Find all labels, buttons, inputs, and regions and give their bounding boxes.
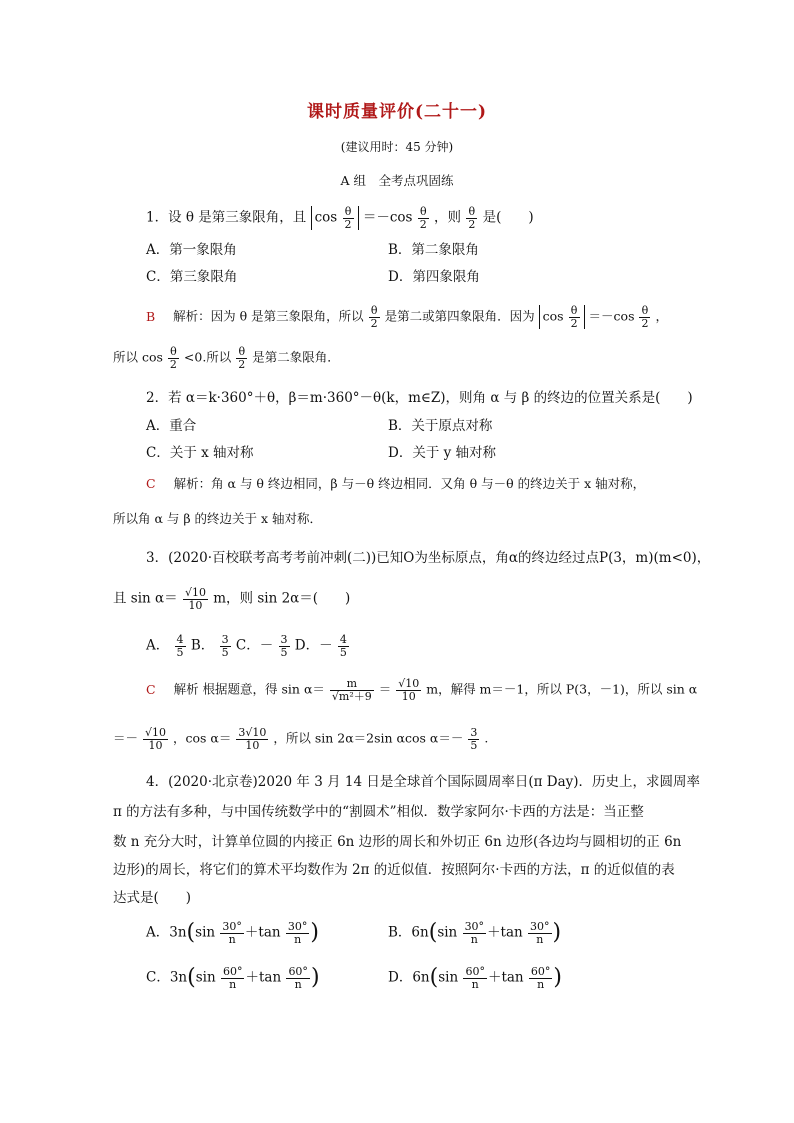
q4-opt-c-rparen: ) bbox=[310, 965, 320, 991]
q4-opt-b-rparen: ) bbox=[552, 920, 562, 946]
q3-sol2-num2: 3√10 bbox=[238, 726, 267, 739]
q2-solution-line1 bbox=[146, 478, 645, 491]
q3-option-c: C．－ bbox=[235, 637, 274, 654]
q4-opt-a-sin: sin bbox=[195, 924, 216, 941]
q4-opt-d-rparen: ) bbox=[553, 965, 563, 991]
q3-option-a: A． bbox=[146, 637, 170, 654]
q4-opt-b-den2: n bbox=[536, 932, 544, 946]
q1-stem-text-c: ，则 bbox=[434, 209, 462, 226]
q3-sol2-frac1 bbox=[143, 727, 168, 751]
q4-opt-c-lparen: ( bbox=[187, 965, 196, 991]
q3-solution-line1 bbox=[146, 678, 697, 702]
q3-stem-line1: 3．(2020·百校联考高考考前冲刺(二))已知O为坐标原点，角α的终边经过点P(3，m)(m<0)， bbox=[146, 550, 711, 566]
q4-opt-c-num1: 60° bbox=[222, 965, 243, 978]
q1-frac3-num: θ bbox=[466, 206, 477, 219]
q3-opt-c-frac bbox=[279, 634, 290, 658]
q3-opt-c-den: 5 bbox=[280, 645, 288, 659]
q3-sol2-frac3 bbox=[468, 727, 479, 751]
q1-sol-frac3-den: 2 bbox=[641, 316, 649, 330]
q3-stem-line2 bbox=[113, 587, 350, 611]
q3-sol2-den2: 10 bbox=[245, 738, 260, 752]
q4-option-d bbox=[388, 966, 562, 990]
q4-opt-d-num2: 60° bbox=[530, 965, 551, 978]
q1-sol2-frac2-den: 2 bbox=[238, 357, 246, 371]
q3-opt-b-frac bbox=[220, 634, 231, 658]
q3-sol1-frac1 bbox=[330, 678, 374, 702]
q4-opt-c-den1: n bbox=[229, 977, 237, 991]
q2-answer: C bbox=[146, 476, 156, 491]
q1-stem-text-d: 是( ) bbox=[482, 209, 534, 226]
page-title: 课时质量评价(二十一) bbox=[306, 102, 488, 122]
q3-sol2-den1: 10 bbox=[148, 738, 163, 752]
q1-stem-text: 1．设 θ 是第三象限角，且 bbox=[146, 209, 307, 226]
q1-stem bbox=[146, 206, 534, 230]
q1-option-d: D．第四象限角 bbox=[388, 269, 480, 285]
q1-frac bbox=[343, 206, 354, 230]
q3-opt-a-den: 5 bbox=[176, 645, 184, 659]
q1-sol2-b: <0.所以 bbox=[183, 349, 232, 365]
q4-opt-a-num2: 30° bbox=[287, 920, 308, 933]
q1-sol-frac1-num: θ bbox=[369, 305, 380, 318]
q1-sol-frac2 bbox=[569, 305, 580, 329]
q3-sol2-d: . bbox=[484, 730, 489, 746]
q3-stem2-b: m，则 sin 2α＝( ) bbox=[213, 590, 351, 607]
q3-sol1-b: m，解得 m＝－1，所以 P(3，－1)，所以 sin α bbox=[426, 681, 698, 697]
q4-opt-d-den2: n bbox=[537, 977, 545, 991]
q4-opt-c-tan: ＋tan bbox=[245, 969, 282, 986]
q3-stem-frac bbox=[183, 587, 208, 611]
q3-opt-a-num: 4 bbox=[176, 633, 184, 646]
q4-opt-b-prefix: B．6n bbox=[388, 924, 429, 941]
q3-stem2-a: 且 sin α＝ bbox=[113, 590, 178, 607]
q4-opt-a-den2: n bbox=[294, 932, 302, 946]
q4-stem-line4: 边形)的周长，将它们的算术平均数作为 2π 的近似值．按照阿尔·卡西的方法，π 的近似值的表 bbox=[113, 862, 675, 878]
q4-opt-a-rparen: ) bbox=[310, 920, 319, 946]
q2-option-c: C．关于 x 轴对称 bbox=[146, 445, 254, 461]
q4-opt-a-frac2 bbox=[286, 921, 310, 945]
q3-option-b: B． bbox=[190, 637, 215, 654]
q4-opt-b-frac1 bbox=[463, 921, 487, 945]
q1-sol-frac1-den: 2 bbox=[370, 316, 378, 330]
q1-sol-frac3 bbox=[639, 305, 650, 329]
q1-option-a: A．第一象限角 bbox=[146, 242, 237, 258]
q1-option-b: B．第二象限角 bbox=[388, 242, 479, 258]
q4-opt-a-den1: n bbox=[228, 932, 236, 946]
q1-sol2-frac1-num: θ bbox=[168, 346, 179, 359]
q4-opt-d-tan: ＋tan bbox=[487, 969, 524, 986]
q2-option-b: B．关于原点对称 bbox=[388, 418, 493, 434]
q1-sol2-frac2-num: θ bbox=[236, 346, 247, 359]
q3-sol1-a: 解析 根据题意，得 sin α＝ bbox=[173, 681, 325, 697]
q4-opt-b-frac2 bbox=[528, 921, 552, 945]
q4-opt-b-tan: ＋tan bbox=[487, 924, 523, 941]
q1-sol-c: ＝－cos bbox=[588, 308, 635, 324]
q4-opt-c-frac2 bbox=[286, 966, 310, 990]
q4-opt-d-prefix: D．6n bbox=[388, 969, 430, 986]
section-heading: A 组 全考点巩固练 bbox=[340, 173, 454, 188]
q4-opt-c-num2: 60° bbox=[288, 965, 308, 978]
q4-opt-a-prefix: A．3n bbox=[146, 924, 187, 941]
q1-frac-den: 2 bbox=[344, 217, 352, 231]
q3-opt-d-frac bbox=[338, 634, 349, 658]
q1-option-c: C．第三象限角 bbox=[146, 269, 238, 285]
q4-option-b bbox=[388, 921, 561, 945]
q1-frac2-den: 2 bbox=[419, 217, 427, 231]
q4-opt-a-lparen: ( bbox=[186, 920, 196, 946]
q3-answer: C bbox=[146, 681, 156, 697]
q1-sol-frac1 bbox=[369, 305, 380, 329]
q3-sol1-num2: √10 bbox=[398, 677, 420, 690]
q3-stem-frac-den: 10 bbox=[188, 598, 203, 612]
q3-opt-c-num: 3 bbox=[280, 633, 288, 646]
q1-frac2-num: θ bbox=[418, 206, 429, 219]
q4-opt-a-frac1 bbox=[220, 921, 244, 945]
time-suggestion: (建议用时：45 分钟) bbox=[340, 140, 454, 154]
q3-sol1-den2: 10 bbox=[401, 689, 416, 703]
q4-opt-d-num1: 60° bbox=[465, 965, 485, 978]
q3-sol1-den1: √m²＋9 bbox=[331, 689, 372, 703]
q3-stem-frac-num: √10 bbox=[184, 586, 206, 599]
q1-frac3-den: 2 bbox=[468, 217, 476, 231]
q4-opt-b-sin: sin bbox=[437, 924, 458, 941]
q4-opt-b-lparen: ( bbox=[428, 920, 438, 946]
q4-opt-b-den1: n bbox=[470, 932, 478, 946]
q3-sol2-c: ，所以 sin 2α＝2sin αcos α＝－ bbox=[273, 730, 464, 746]
q4-opt-a-num1: 30° bbox=[222, 920, 242, 933]
q2-option-a: A．重合 bbox=[146, 418, 197, 434]
q1-abs-cos bbox=[311, 206, 359, 230]
q3-solution-line2 bbox=[113, 727, 488, 751]
q4-opt-d-lparen: ( bbox=[429, 965, 439, 991]
q4-opt-d-frac1 bbox=[463, 966, 487, 990]
q3-sol2-den3: 5 bbox=[470, 738, 478, 752]
q4-option-a bbox=[146, 921, 319, 945]
q4-opt-d-den1: n bbox=[471, 977, 479, 991]
q1-sol-frac2-num: θ bbox=[569, 305, 580, 318]
q1-sol2-c: 是第二象限角． bbox=[252, 349, 340, 365]
q4-opt-c-prefix: C．3n bbox=[146, 969, 188, 986]
q4-opt-c-sin: sin bbox=[195, 969, 216, 986]
q3-opt-d-den: 5 bbox=[339, 645, 347, 659]
q1-frac-3 bbox=[466, 206, 477, 230]
q3-option-d: D．－ bbox=[294, 637, 333, 654]
q4-stem-line1: 4．(2020·北京卷)2020 年 3 月 14 日是全球首个国际圆周率日(π Day)．历史上，求圆周率 bbox=[146, 774, 701, 790]
q1-solution-line1 bbox=[146, 305, 668, 329]
q4-stem-line3: 数 n 充分大时，计算单位圆的内接正 6n 边形的周长和外切正 6n 边形(各边均与圆相切的正 6n bbox=[113, 834, 682, 850]
q4-opt-d-frac2 bbox=[529, 966, 553, 990]
q3-opt-b-den: 5 bbox=[221, 645, 229, 659]
q4-opt-a-tan: ＋tan bbox=[244, 924, 281, 941]
q2-sol1: 解析：角 α 与 θ 终边相同，β 与－θ 终边相同．又角 θ 与－θ 的终边关于 x 轴对称， bbox=[173, 476, 646, 491]
q1-solution-line2 bbox=[113, 346, 340, 370]
q4-opt-b-num2: 30° bbox=[530, 920, 550, 933]
q4-option-c bbox=[146, 966, 320, 990]
q3-sol1-frac2 bbox=[396, 678, 421, 702]
q1-sol-cos: cos bbox=[542, 308, 564, 324]
q1-frac-num: θ bbox=[343, 206, 354, 219]
q3-opt-b-num: 3 bbox=[221, 633, 229, 646]
q3-opt-d-num: 4 bbox=[339, 633, 347, 646]
q1-sol-frac2-den: 2 bbox=[570, 316, 578, 330]
q2-stem: 2．若 α＝k·360°＋θ，β＝m·360°－θ(k，m∈Z)，则角 α 与 β 的终边的位置关系是( ) bbox=[146, 390, 693, 406]
q1-sol2-frac1 bbox=[168, 346, 179, 370]
q1-sol-abs bbox=[539, 305, 585, 329]
q1-sol2-frac1-den: 2 bbox=[169, 357, 177, 371]
q3-sol1-eq: ＝ bbox=[378, 681, 392, 697]
q1-cos-label: cos bbox=[314, 209, 338, 226]
q3-sol2-num1: √10 bbox=[145, 726, 167, 739]
q1-sol2-frac2 bbox=[236, 346, 247, 370]
q3-options bbox=[146, 634, 350, 658]
q3-opt-a-frac bbox=[175, 634, 186, 658]
q4-stem-line2: π 的方法有多种，与中国传统数学中的“割圆术”相似．数学家阿尔·卡西的方法是：当正整 bbox=[113, 804, 644, 820]
q4-opt-b-num1: 30° bbox=[464, 920, 485, 933]
q1-stem-text-b: ＝－cos bbox=[362, 209, 413, 226]
q3-sol2-frac2 bbox=[236, 727, 268, 751]
q2-solution-line2: 所以角 α 与 β 的终边关于 x 轴对称． bbox=[113, 511, 323, 526]
q4-opt-d-sin: sin bbox=[438, 969, 459, 986]
q4-opt-c-frac1 bbox=[221, 966, 245, 990]
q3-sol2-b: ，cos α＝ bbox=[173, 730, 232, 746]
q2-option-d: D．关于 y 轴对称 bbox=[388, 445, 497, 461]
q1-sol-b: 是第二或第四象限角．因为 bbox=[384, 308, 535, 324]
q1-frac-2 bbox=[418, 206, 429, 230]
q3-sol2-num3: 3 bbox=[470, 726, 478, 739]
q1-sol-frac3-num: θ bbox=[639, 305, 650, 318]
q1-sol-a: 解析：因为 θ 是第三象限角，所以 bbox=[173, 308, 364, 324]
q1-sol-d: ， bbox=[655, 308, 668, 324]
q3-sol1-num1: m bbox=[330, 678, 374, 691]
q1-sol2-a: 所以 cos bbox=[113, 349, 163, 365]
q3-sol2-a: ＝－ bbox=[113, 730, 139, 746]
q4-stem-line5: 达式是( ) bbox=[113, 890, 192, 906]
q1-answer: B bbox=[146, 308, 156, 324]
q4-opt-c-den2: n bbox=[294, 977, 302, 991]
